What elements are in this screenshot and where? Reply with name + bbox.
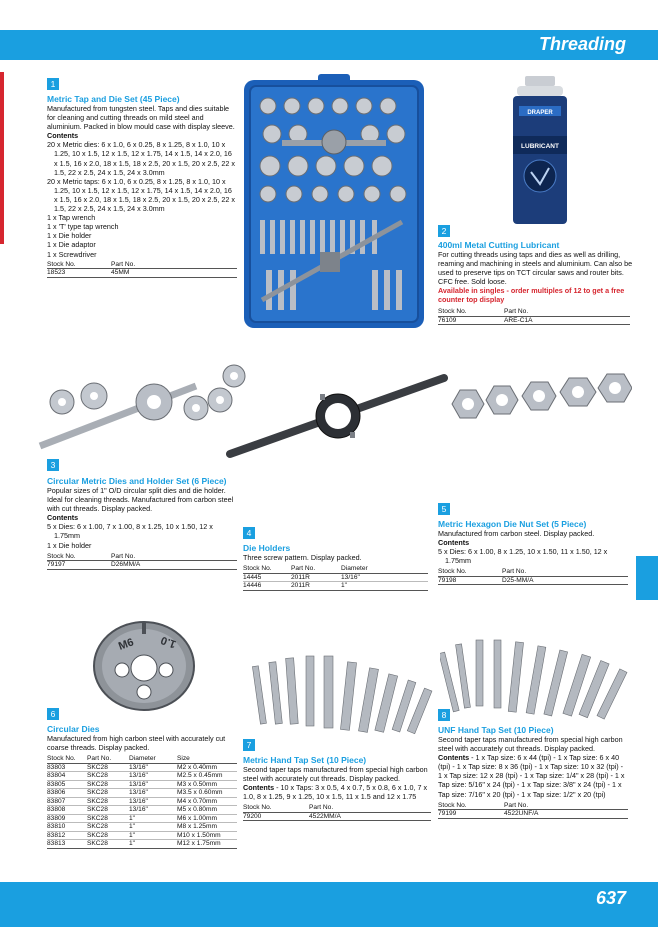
circular-die-image xyxy=(90,618,198,714)
stock-table: Stock No. Part No. Diameter 14445 2011R 13/16" 14446 2011R 1" xyxy=(243,565,428,591)
product-2-block xyxy=(438,240,633,325)
product-description: Popular sizes of 1" O/D circular split dies and die holder. Ideal for cleaning threads. Manufactured from carbon steel with cut threads. Display packed. xyxy=(47,486,234,514)
contents-line: 5 x Dies: 6 x 1.00, 7 x 1.00, 8 x 1.25, 10 x 1.50, 12 x 1.75mm xyxy=(47,522,213,541)
section-title: Threading xyxy=(538,34,626,54)
stock-table: Stock No. Part No. 79198 D25-MM/A xyxy=(438,568,628,585)
die-mark-size: M6 xyxy=(116,636,136,653)
page-number: 637 xyxy=(595,888,626,908)
stock-table: Stock No. Part No. 76109 ARE-C1A xyxy=(438,308,630,325)
table-row: 83805 SKC28 13/16" M3 x 0.50mm xyxy=(47,780,237,789)
contents-line: 20 x Metric taps: 6 x 1.0, 6 x 0.25, 8 x 1.25, 8 x 1.0, 10 x 1.25, 10 x 1.5, 12 x 1.5, 12 x 1.75, 14 x 1.5, 14 x 2.0, 16 x 1.5, 16 x 2.0, 18 x 1.5, 18 x 2.5, 20 x 1.5, 20 x 2.5, 22 x 1.5, 22 x 2.5, 24 x 1.5, 24 x 3.0mm xyxy=(47,176,236,214)
stock-table: Stock No. Part No. Diameter Size 83803 SKC28 13/16" M2 x 0.40mm 83804 SKC28 13/16" M2.5 x 0.45mm 83805 SKC28 13/16" M3 x 0.50mm 83806 SKC28 13/16" M3.5 x 0.60mm 83807 SKC28 13/16" M4 x 0.70mm 83808 SKC28 13/16" M5 x 0.80mm 83809 SKC28 1" M6 x 1.00mm 83810 SKC28 1" M8 x 1.25mm 83812 SKC28 1" M10 x 1.50mm 83813 SKC28 1" M12 x 1.75mm xyxy=(47,755,237,849)
stock-table: Stock No. Part No. 79197 D26MM/A xyxy=(47,553,237,570)
table-row: 14445 2011R 13/16" xyxy=(243,573,428,582)
table-row: 79200 4522MM/A xyxy=(243,812,431,821)
product-title: Metric Hexagon Die Nut Set (5 Piece) xyxy=(438,519,587,529)
product-number-badge: 2 xyxy=(438,225,450,237)
contents-paragraph xyxy=(243,783,431,801)
metric-taps-image xyxy=(244,652,434,738)
table-row: 79199 4522UNF/A xyxy=(438,810,628,819)
can-brand: DRAPER xyxy=(527,110,553,116)
circular-dies-holder-image xyxy=(36,356,248,456)
table-row: 83810 SKC28 1" M8 x 1.25mm xyxy=(47,823,237,832)
table-row: 83803 SKC28 13/16" M2 x 0.40mm xyxy=(47,763,237,772)
table-row: 83813 SKC28 1" M12 x 1.75mm xyxy=(47,840,237,849)
contents-text: - 1 x Tap size: 6 x 44 (tpi) - 1 x Tap size: 6 x 40 (tpi) - 1 x Tap size: 8 x 36 (tpi) - 1 x Tap size: 10 x 32 (tpi) - 1 x Tap size: 12 x 28 (tpi) - 1 x Tap size: 1/4" x 28 (tpi) - 1 x Tap size: 5/16" x 24 (tpi) - 1 x Tap size: 3/8" x 24 (tpi) - 1 x Tap size: 7/16" x 20 (tpi) - 1 x Tap size: 1/2" x 20 (tpi) xyxy=(438,753,625,799)
tap-die-case-image xyxy=(242,72,426,332)
table-row: 76109 ARE-C1A xyxy=(438,316,630,325)
contents-heading: Contents xyxy=(47,131,79,141)
table-row: 79197 D26MM/A xyxy=(47,561,237,570)
product-description: Manufactured from tungsten steel. Taps and dies suitable for cleaning and cutting threads on mild steel and aluminium. Packed in blow mould case with display sleeve. xyxy=(47,104,235,132)
stock-table: Stock No. Part No. 18523 45MM xyxy=(47,261,237,278)
product-description: Manufactured from carbon steel. Display packed. xyxy=(438,529,595,538)
product-description: For cutting threads using taps and dies as well as drilling, reaming and machining in steels and aluminium. Can also be used to preserve tips on TCT circular saws and router bits. CFC free. Sold loose. xyxy=(438,250,633,287)
product-8-block xyxy=(438,725,628,819)
product-4-block xyxy=(243,543,433,591)
product-title: Circular Dies xyxy=(47,724,100,734)
contents-line: 1 x Die adaptor xyxy=(47,240,96,250)
product-title: Metric Tap and Die Set (45 Piece) xyxy=(47,94,180,104)
product-1-block xyxy=(47,94,237,278)
product-description: Second taper taps manufactured from special high carbon steel with accurately cut threads. Display packed. xyxy=(438,735,623,754)
unf-taps-image xyxy=(440,636,628,728)
die-holder-image xyxy=(226,372,448,462)
die-mark-pitch: 1.0 xyxy=(159,633,178,651)
product-description: Three screw pattern. Display packed. xyxy=(243,553,362,562)
stock-table: Stock No. Part No. 79199 4522UNF/A xyxy=(438,802,628,819)
table-row: 83812 SKC28 1" M10 x 1.50mm xyxy=(47,831,237,840)
product-number-badge: 8 xyxy=(438,709,450,721)
blue-side-tab xyxy=(636,556,658,600)
table-row: 18523 45MM xyxy=(47,269,237,278)
contents-heading: Contents xyxy=(438,753,470,763)
promo-note: Available in singles - order multiples of 12 to get a free counter top display xyxy=(438,286,625,305)
table-row: 79198 D25-MM/A xyxy=(438,576,628,585)
footer-bar xyxy=(0,882,658,927)
product-title: Metric Hand Tap Set (10 Piece) xyxy=(243,755,367,765)
contents-line: 1 x Screwdriver xyxy=(47,249,97,259)
contents-heading: Contents xyxy=(438,538,470,548)
contents-heading: Contents xyxy=(243,783,275,793)
product-title: Die Holders xyxy=(243,543,291,553)
product-3-block xyxy=(47,476,237,570)
contents-line: 1 x Die holder xyxy=(47,231,92,241)
table-row: 83809 SKC28 1" M6 x 1.00mm xyxy=(47,814,237,823)
product-number-badge: 5 xyxy=(438,503,450,515)
contents-line: 20 x Metric dies: 6 x 1.0, 6 x 0.25, 8 x 1.25, 8 x 1.0, 10 x 1.25, 10 x 1.5, 12 x 1.5, 12 x 1.75, 14 x 1.5, 14 x 2.0, 16 x 1.5, 16 x 2.0, 18 x 1.5, 18 x 2.5, 20 x 1.5, 20 x 2.5, 22 x 1.5, 22 x 2.5, 24 x 1.5, 24 x 3.0mm xyxy=(47,140,236,177)
contents-paragraph xyxy=(438,753,628,798)
product-number-badge: 7 xyxy=(243,739,255,751)
product-description: Second taper taps manufactured from special high carbon steel with accurately cut threads. Display packed. xyxy=(243,765,428,784)
product-7-block xyxy=(243,755,431,821)
contents-line: 1 x Tap wrench xyxy=(47,213,96,223)
product-5-block xyxy=(438,519,628,585)
table-row: 83808 SKC28 13/16" M5 x 0.80mm xyxy=(47,806,237,815)
table-row: 83807 SKC28 13/16" M4 x 0.70mm xyxy=(47,797,237,806)
table-row: 14446 2011R 1" xyxy=(243,582,428,591)
can-label: LUBRICANT xyxy=(521,143,559,150)
stock-table: Stock No. Part No. 79200 4522MM/A xyxy=(243,804,431,821)
product-description: Manufactured from high carbon steel with accurately cut coarse threads. Display packed. xyxy=(47,734,226,753)
lubricant-can-image xyxy=(505,76,575,226)
product-number-badge: 1 xyxy=(47,78,59,90)
contents-line: 5 x Dies: 6 x 1.00, 8 x 1.25, 10 x 1.50, 11 x 1.50, 12 x 1.75mm xyxy=(438,547,608,566)
product-title: UNF Hand Tap Set (10 Piece) xyxy=(438,725,554,735)
hex-die-nuts-image xyxy=(446,370,632,436)
product-number-badge: 6 xyxy=(47,708,59,720)
product-6-block xyxy=(47,724,237,849)
red-side-tab xyxy=(0,72,4,244)
product-title: 400ml Metal Cutting Lubricant xyxy=(438,240,560,250)
table-row: 83804 SKC28 13/16" M2.5 x 0.45mm xyxy=(47,772,237,781)
product-title: Circular Metric Dies and Holder Set (6 Piece) xyxy=(47,476,227,486)
product-number-badge: 3 xyxy=(47,459,59,471)
contents-line: 1 x 'T' type tap wrench xyxy=(47,222,119,232)
contents-line: 1 x Die holder xyxy=(47,540,92,550)
contents-heading: Contents xyxy=(47,513,79,523)
table-row: 83806 SKC28 13/16" M3.5 x 0.60mm xyxy=(47,789,237,798)
product-number-badge: 4 xyxy=(243,527,255,539)
contents-text: - 10 x Taps: 3 x 0.5, 4 x 0.7, 5 x 0.8, 6 x 1.0, 7 x 1.0, 8 x 1.25, 9 x 1.25, 10 x 1.5, 11 x 1.5 and 12 x 1.75 xyxy=(243,783,428,802)
